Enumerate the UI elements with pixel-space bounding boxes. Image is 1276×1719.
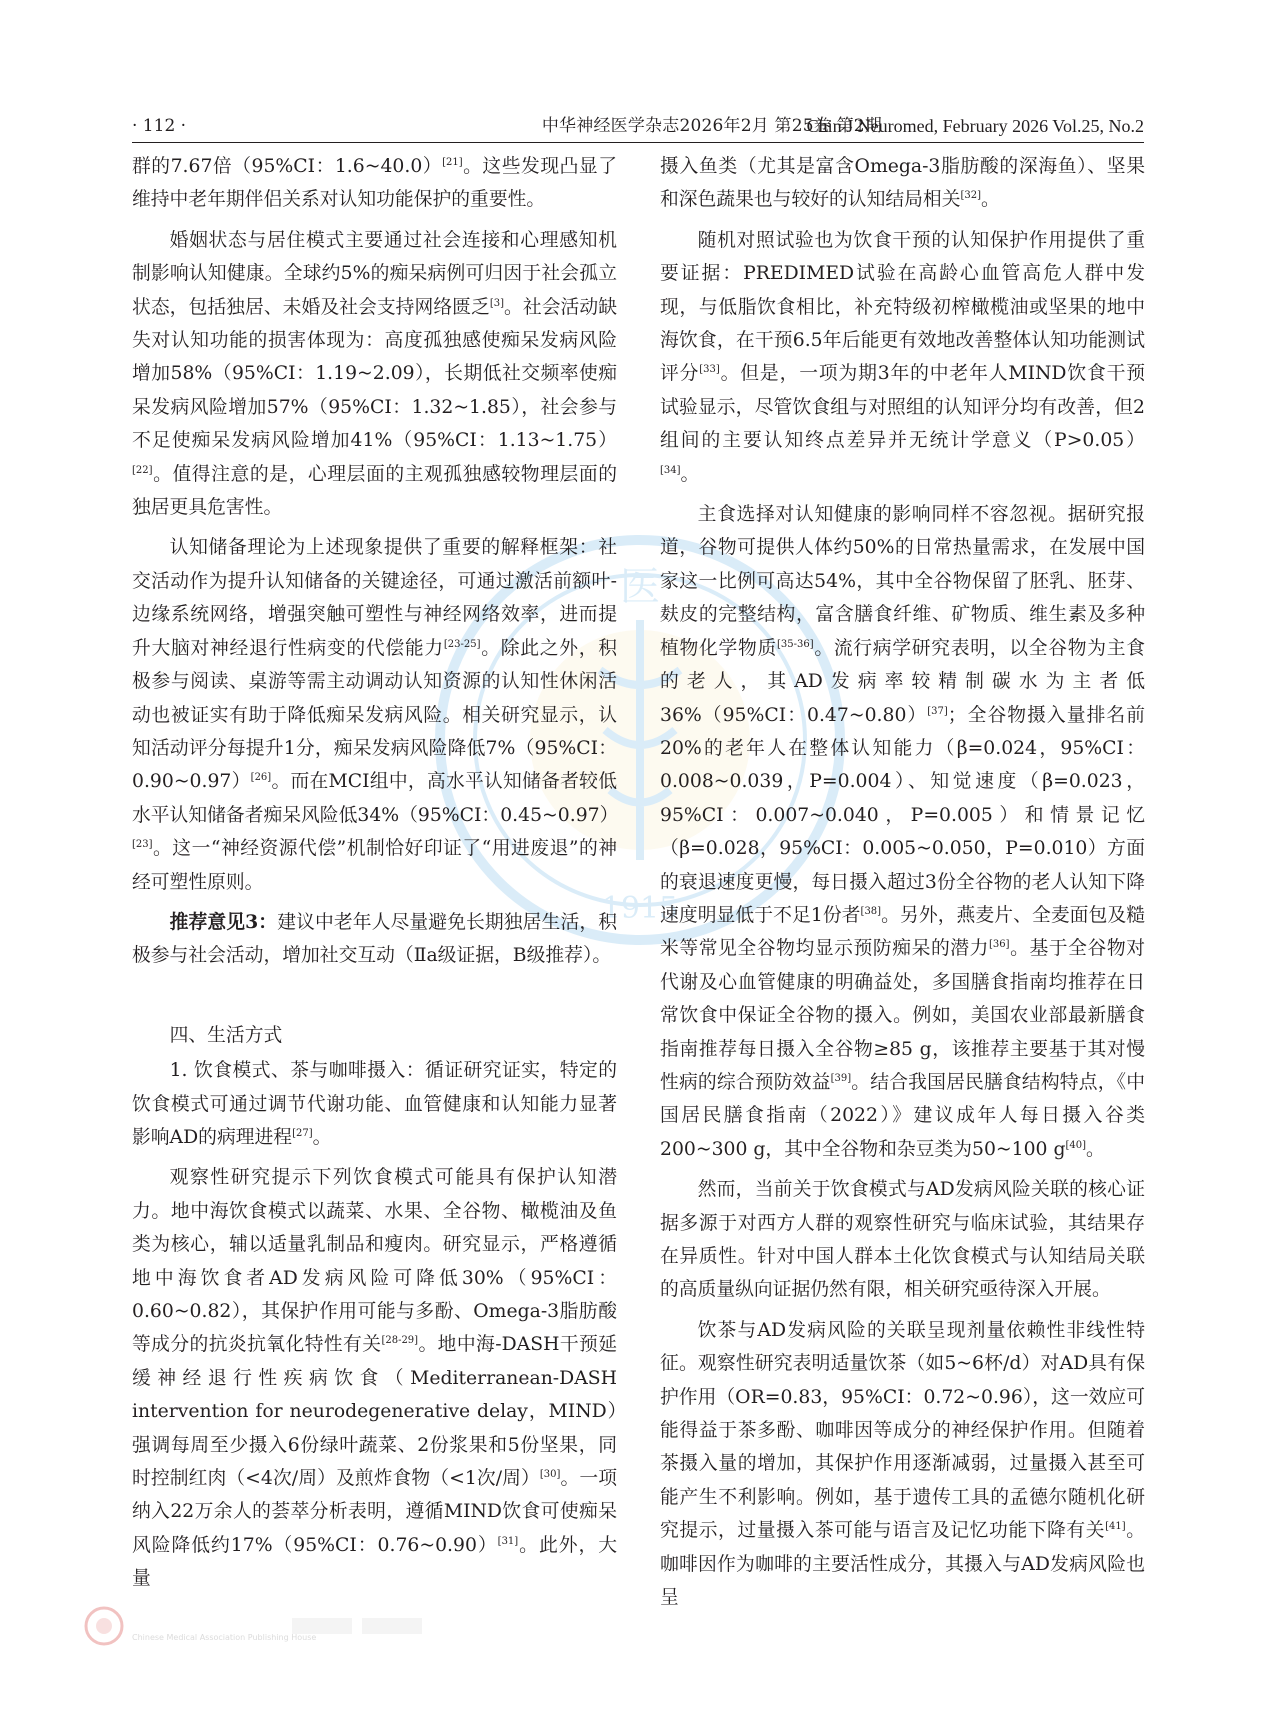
citation-ref: [35-36] [776, 638, 814, 650]
citation-ref: [28-29] [381, 1335, 419, 1347]
left-column [132, 150, 617, 1603]
paragraph: 随机对照试验也为饮食干预的认知保护作用提供了重要证据：PREDIMED试验在高龄心血管高危人群中发现，与低脂饮食相比，补充特级初榨橄榄油或坚果的地中海饮食，在干预6.5年后能更有效地改善整体认知功能测试评分[33]。但是，一项为期3年的中老年人MIND饮食干预试验显示，尽管饮食组与对照组的认知评分均有改善，但2组间的主要认知终点差异并无统计学意义（P>0.05）[34]。 [660, 229, 1146, 485]
citation-ref: [34] [660, 464, 681, 476]
paragraph: 观察性研究提示下列饮食模式可能具有保护认知潜力。地中海饮食模式以蔬菜、水果、全谷物、橄榄油及鱼类为核心，辅以适量乳制品和瘦肉。研究显示，严格遵循地中海饮食者AD发病风险可降低30%（95%CI：0.60~0.82），其保护作用可能与多酚、Omega-3脂肪酸等成分的抗炎抗氧化特性有关[28-29]。地中海-DASH干预延缓神经退行性疾病饮食（Mediterranean-DASH intervention for neurodegenerative delay，MIND）强调每周至少摄入6份绿叶蔬菜、2份浆果和5份坚果，同时控制红肉（<4次/周）及煎炸食物（<1次/周）[30]。一项纳入22万余人的荟萃分析表明，遵循MIND饮食可使痴呆风险降低约17%（95%CI：0.76~0.90）[31]。此外，大量 [132, 1167, 618, 1590]
citation-ref: [39] [830, 1072, 852, 1084]
citation-ref: [26] [250, 772, 272, 784]
paragraph: 饮茶与AD发病风险的关联呈现剂量依赖性非线性特征。观察性研究表明适量饮茶（如5~6杯/d）对AD具有保护作用（OR=0.83，95%CI：0.72~0.96），这一效应可能得益于茶多酚、咖啡因等成分的神经保护作用。但随着茶摄入量的增加，其保护作用逐渐减弱，过量摄入甚至可能产生不利影响。例如，基于遗传工具的孟德尔随机化研究提示，过量摄入茶可能与语言及记忆功能下降有关[41]。咖啡因作为咖啡的主要活性成分，其摄入与AD发病风险也呈 [660, 1319, 1146, 1609]
citation-ref: [22] [132, 464, 153, 476]
citation-ref: [41] [1105, 1521, 1126, 1533]
recommendation [132, 906, 617, 973]
paragraph: 主食选择对认知健康的影响同样不容忽视。据研究报道，谷物可提供人体约50%的日常热量需求，在发展中国家这一比例可高达54%，其中全谷物保留了胚乳、胚芽、麸皮的完整结构，富含膳食纤维、矿物质、维生素及多种植物化学物质[35-36]。流行病学研究表明，以全谷物为主食的老人，其AD发病率较精制碳水为主者低36%（95%CI：0.47~0.80）[37]；全谷物摄入量排名前20%的老年人在整体认知能力（β=0.024，95%CI：0.008~0.039，P=0.004）、知觉速度（β=0.023，95%CI：0.007~0.040，P=0.005）和情景记忆（β=0.028，95%CI：0.005~0.050，P=0.010）方面的衰退速度更慢，每日摄入超过3份全谷物的老人认知下降速度明显低于不足1份者[38]。另外，燕麦片、全麦面包及糙米等常见全谷物均显示预防痴呆的潜力[36]。基于全谷物对代谢及心血管健康的明确益处，多国膳食指南均推荐在日常饮食中保证全谷物的摄入。例如，美国农业部最新膳食指南推荐每日摄入全谷物≥85 g，该推荐主要基于其对慢性病的综合预防效益[39]。结合我国居民膳食结构特点，《中国居民膳食指南（2022）》建议成年人每日摄入谷类200~300 g，其中全谷物和杂豆类为50~100 g[40]。 [660, 504, 1146, 1160]
running-header [132, 112, 1144, 143]
publisher-name: Chinese Medical Association Publishing House [132, 1633, 317, 1642]
journal-title-cn: 中华神经医学杂志2026年2月 第25卷 第2期 [541, 116, 882, 136]
citation-ref: [33] [699, 364, 720, 376]
citation-ref: [30] [539, 1469, 561, 1481]
paragraph: 然而，当前关于饮食模式与AD发病风险关联的核心证据多源于对西方人群的观察性研究与临床试验，其结果存在异质性。针对中国人群本土化饮食模式与认知结局关联的高质量纵向证据仍然有限，相关研究亟待深入开展。 [660, 1179, 1145, 1301]
citation-ref: [40] [1065, 1139, 1087, 1151]
citation-ref: [38] [860, 905, 882, 917]
paragraph: 群的7.67倍（95%CI：1.6~40.0）[21]。这些发现凸显了维持中老年期伴侣关系对认知功能保护的重要性。 [132, 156, 617, 211]
publisher-logo-icon [82, 1604, 442, 1648]
citation-ref: [32] [960, 190, 982, 202]
citation-ref: [23-25] [443, 638, 481, 650]
citation-ref: [36] [989, 939, 1010, 951]
citation-ref: [27] [292, 1127, 313, 1139]
section-heading: 四、生活方式 [169, 1024, 283, 1046]
citation-ref: [31] [497, 1535, 519, 1547]
page-number: · 112 · [132, 116, 187, 136]
paragraph: 婚姻状态与居住模式主要通过社会连接和心理感知机制影响认知健康。全球约5%的痴呆病例可归因于社会孤立状态，包括独居、未婚及社会支持网络匮乏[3]。社会活动缺失对认知功能的损害体现为：高度孤独感使痴呆发病风险增加58%（95%CI：1.19~2.09），长期低社交频率使痴呆发病风险增加57%（95%CI：1.32~1.85），社会参与不足使痴呆发病风险增加41%（95%CI：1.13~1.75）[22]。值得注意的是，心理层面的主观孤独感较物理层面的独居更具危害性。 [132, 229, 617, 519]
paragraph: 认知储备理论为上述现象提供了重要的解释框架：社交活动作为提升认知储备的关键途径，可通过激活前额叶-边缘系统网络，增强突触可塑性与神经网络效率，进而提升大脑对神经退行性病变的代偿能力[23-25]。除此之外，积极参与阅读、桌游等需主动调动认知资源的认知性休闲活动也被证实有助于降低痴呆发病风险。相关研究显示，认知活动评分每提升1分，痴呆发病风险降低7%（95%CI：0.90~0.97）[26]。而在MCI组中，高水平认知储备者较低水平认知储备者痴呆风险低34%（95%CI：0.45~0.97）[23]。这一“神经资源代偿”机制恰好印证了“用进废退”的神经可塑性原则。 [132, 537, 619, 893]
paragraph: 1. 饮食模式、茶与咖啡摄入：循证研究证实，特定的饮食模式可通过调节代谢功能、血管健康和认知能力显著影响AD的病理进程[27]。 [132, 1060, 617, 1148]
citation-ref: [3] [489, 297, 504, 309]
svg-text:1915: 1915 [601, 891, 679, 926]
paragraph: 摄入鱼类（尤其是富含Omega-3脂肪酸的深海鱼）、坚果和深色蔬果也与较好的认知结局相关[32]。 [660, 156, 1145, 211]
recommendation-text: 建议中老年人尽量避免长期独居生活，积极参与社会活动，增加社交互动（Ⅱa级证据，B级推荐）。 [132, 911, 617, 967]
citation-ref: [21] [442, 157, 463, 168]
recommendation-label: 推荐意见3： [169, 910, 278, 933]
journal-title-en: Chin J Neuromed, February 2026 Vol.25, No.2 [806, 116, 1144, 136]
citation-ref: [37] [927, 705, 948, 717]
right-column [660, 150, 1145, 1621]
svg-text:医: 医 [620, 564, 660, 610]
citation-ref: [23] [132, 839, 153, 851]
